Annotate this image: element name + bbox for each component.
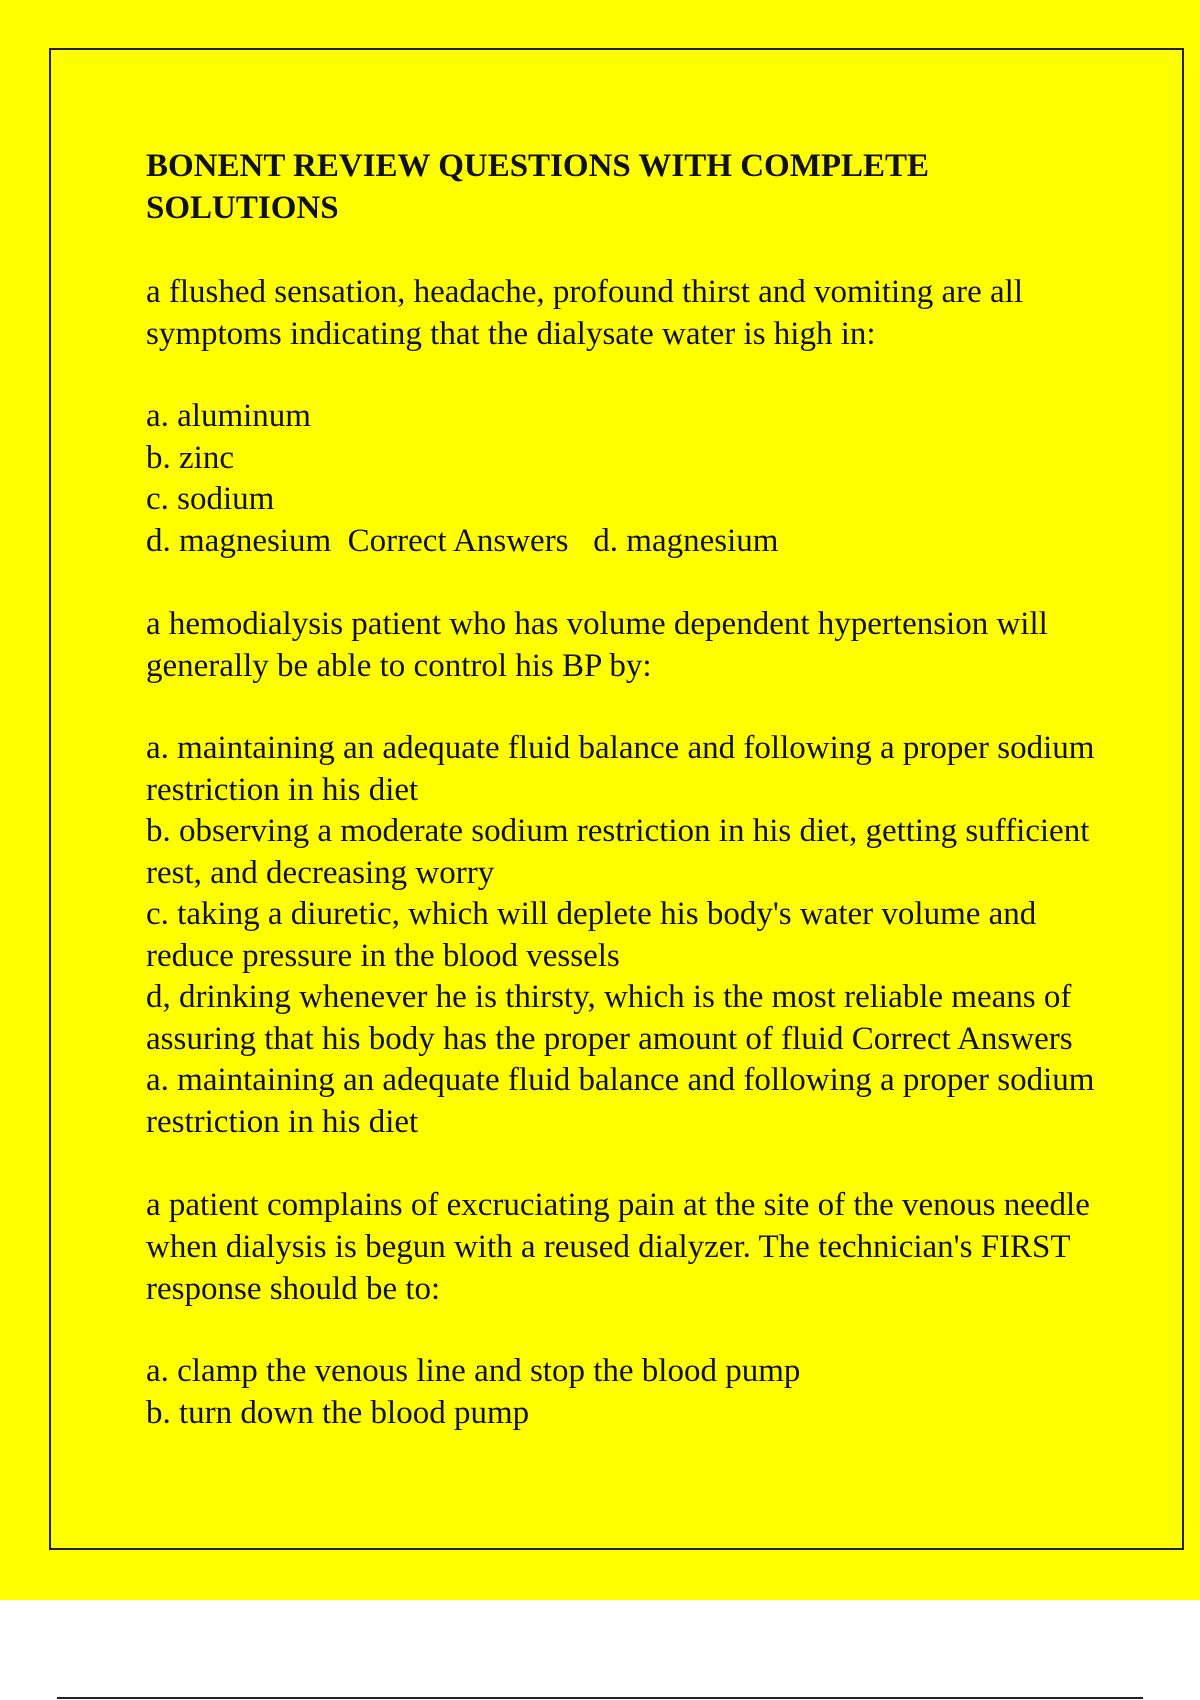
question-1-option-a: a. aluminum — [146, 398, 311, 434]
question-1-options — [146, 396, 1096, 562]
question-1-option-d-line — [146, 521, 1096, 563]
question-2-option-d-and-answer — [146, 977, 1096, 1143]
document-title — [146, 145, 1096, 229]
bottom-divider — [57, 1697, 1143, 1699]
question-1-option-b: b. zinc — [146, 439, 234, 476]
question-3-option-a: a. clamp the venous line and stop the blood pump — [146, 1353, 801, 1389]
question-1-prompt: a flushed sensation, headache, profound thirst and vomiting are all symptoms indicating that the dialysate water is high in: — [146, 274, 1023, 352]
question-3-option-b: b. turn down the blood pump — [146, 1394, 530, 1431]
question-2-option-d: d, drinking whenever he is thirsty, which is the most reliable means of assuring that his body has the proper amount of fluid — [146, 979, 1072, 1057]
question-2-option-c: c. taking a diuretic, which will deplete his body's water volume and reduce pressure in the blood vessels — [146, 896, 1037, 974]
question-1-option-c: c. sodium — [146, 481, 275, 517]
question-1-answer: d. magnesium — [593, 522, 779, 559]
question-2-answer-label: Correct Answers — [851, 1020, 1073, 1057]
question-3-prompt: a patient complains of excruciating pain at the site of the venous needle when dialysis is begun with a reused dialyzer. The technician's FIRST response should be to: — [146, 1187, 1090, 1307]
document-content — [146, 145, 1096, 1475]
title-line-1: BONENT REVIEW QUESTIONS WITH COMPLETE — [146, 148, 930, 184]
question-2-option-a: a. maintaining an adequate fluid balance and following a proper sodium restriction in his diet — [146, 730, 1095, 808]
question-2-option-b: b. observing a moderate sodium restriction in his diet, getting sufficient rest, and decreasing worry — [146, 813, 1090, 891]
question-2-prompt: a hemodialysis patient who has volume dependent hypertension will generally be able to control his BP by: — [146, 606, 1048, 684]
question-2-answer: a. maintaining an adequate fluid balance and following a proper sodium restriction in his diet — [146, 1062, 1095, 1140]
question-1-answer-label: Correct Answers — [347, 522, 569, 559]
question-2-options — [146, 728, 1096, 1143]
question-1-option-d: d. magnesium — [146, 522, 332, 559]
question-3-options — [146, 1351, 1096, 1434]
title-line-2: SOLUTIONS — [146, 190, 339, 226]
